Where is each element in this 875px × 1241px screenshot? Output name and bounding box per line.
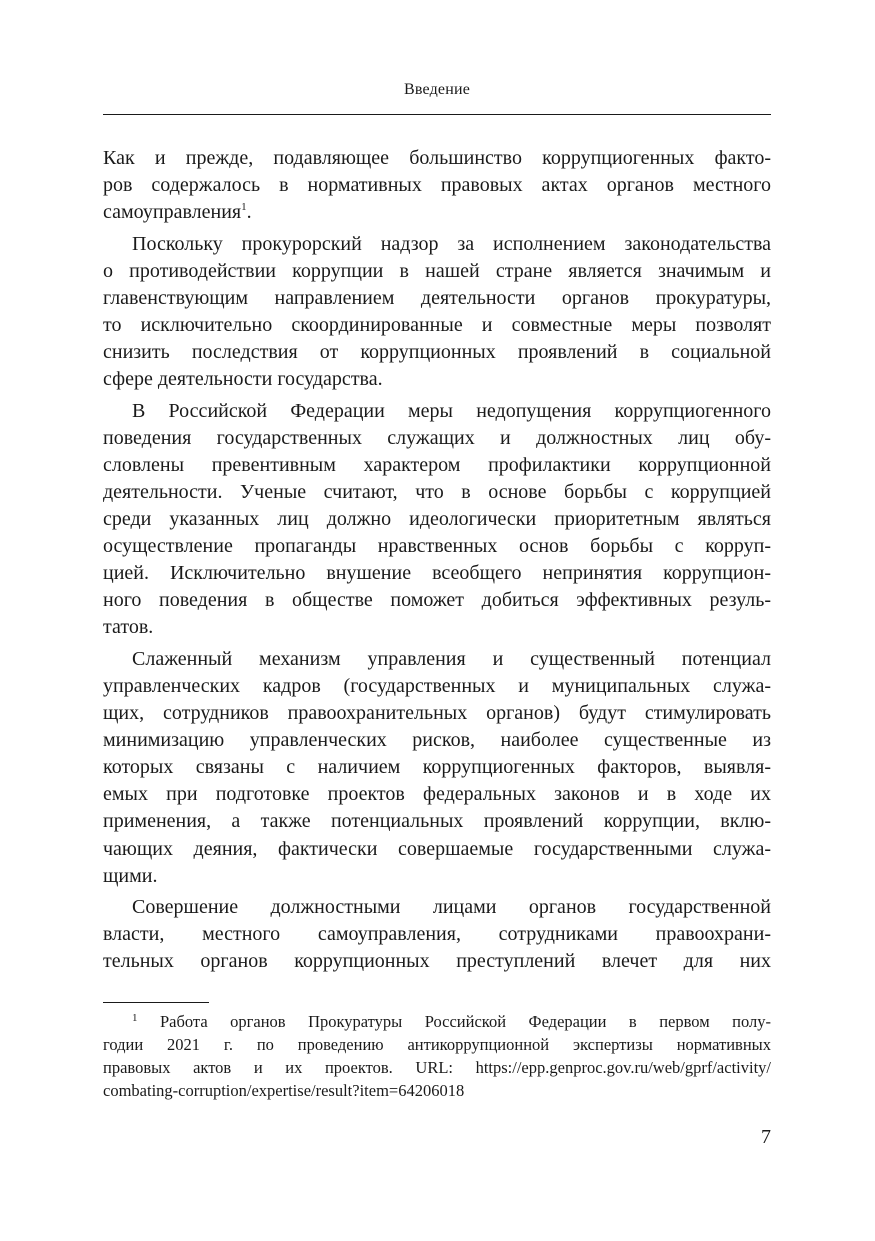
text-line: ного поведения в обществе поможет добиться эффективных резуль- [103,589,771,612]
text-line: Слаженный механизм управления и существенный потенциал [132,647,771,670]
body-text [103,145,771,975]
text-line: Совершение должностными лицами органов государственной [132,896,771,919]
text-line: словлены превентивным характером профилактики коррупционной [103,453,771,476]
text-line: Поскольку прокурорский надзор за исполнением законодательства [132,232,771,255]
text-line: Как и прежде, подавляющее большинство коррупциогенных факто- [103,147,771,169]
text-line: емых при подготовке проектов федеральных законов и в ходе их [103,783,771,806]
text-line: щих, сотрудников правоохранительных органов) будут стимулировать [103,702,771,725]
text-line: управленческих кадров (государственных и муниципальных служа- [103,674,771,697]
text-line-content: самоуправления [103,201,242,224]
footnote-url-line[interactable]: combating-corruption/expertise/result?item=64206018 [103,1081,465,1100]
text-line: о противодействии коррупции в нашей стране является значимым и [103,259,771,282]
text-line: то исключительно скоординированные и совместные меры позволят [103,313,771,336]
text-line [103,199,771,226]
text-line: применения, а также потенциальных проявлений коррупции, вклю- [103,810,771,833]
text-line: которых связаны с наличием коррупциогенных факторов, выявля- [103,756,771,779]
text-line: ров содержалось в нормативных правовых актах органов местного [103,174,771,197]
text-line: цией. Исключительно внушение всеобщего непринятия коррупцион- [103,562,771,585]
footnote-reference[interactable]: 1 [241,201,247,214]
text-line: чающих деяния, фактически совершаемые государственными служа- [103,837,771,860]
footnote-line: правовых актов и их проектов. URL: https://epp.genproc.gov.ru/web/gprf/activity/ [103,1058,771,1077]
footnote-line [103,1010,771,1033]
text-line: среди указанных лиц должно идеологически приоритетным являться [103,508,771,530]
text-line: главенствующим направлением деятельности органов прокуратуры, [103,286,771,309]
text-line: тельных органов коррупционных преступлений влечет для них [103,950,771,973]
footnote-marker: 1 [132,1012,138,1024]
footnote-rule [103,1002,209,1003]
text-line: минимизацию управленческих рисков, наиболее существенные из [103,729,771,752]
text-line: сфере деятельности государства. [103,368,383,391]
text-line: В Российской Федерации меры недопущения коррупциогенного [132,399,771,422]
header-rule [103,114,771,115]
footnote [103,1010,771,1102]
text-line: поведения государственных служащих и должностных лиц обу- [103,426,771,449]
text-line: осуществление пропаганды нравственных основ борьбы с корруп- [103,535,771,558]
text-line: щими. [103,864,158,887]
page-number: 7 [761,1126,771,1148]
text-line: деятельности. Ученые считают, что в основе борьбы с коррупцией [103,480,771,503]
text-line: татов. [103,616,154,639]
footnote-line: годии 2021 г. по проведению антикоррупционной экспертизы нормативных [103,1035,771,1054]
text-line-punctuation: . [246,201,252,224]
running-head: Введение [403,81,471,98]
footnote-line-content: Работа органов Прокуратуры Российской Федерации в первом полу- [159,1012,771,1031]
text-line: власти, местного самоуправления, сотрудниками правоохрани- [103,923,771,946]
text-line: снизить последствия от коррупционных проявлений в социальной [103,341,771,364]
